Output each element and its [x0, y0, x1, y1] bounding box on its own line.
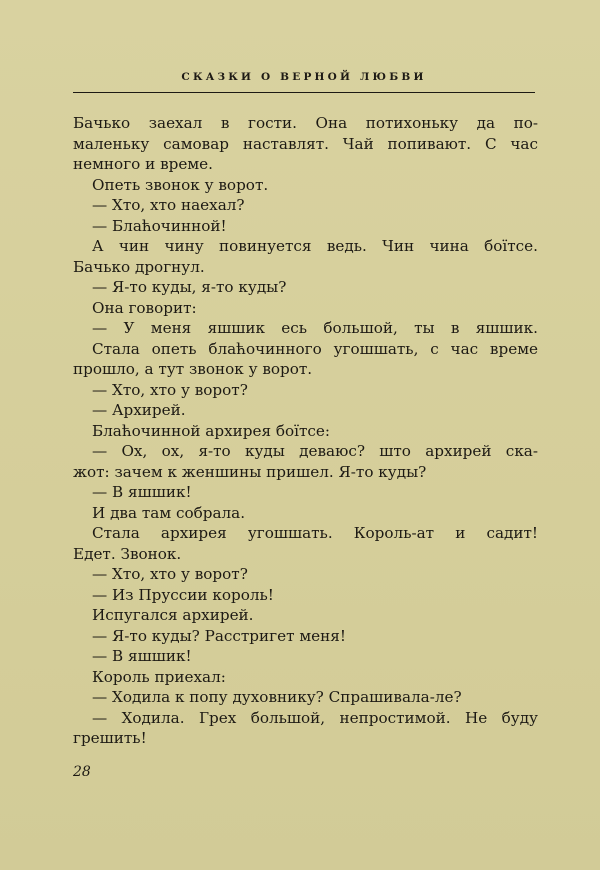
text-line: Король приехал:: [92, 667, 226, 686]
text-line: Бачько заехал в гости. Она потихоньку да по-: [73, 114, 538, 132]
text-line: Стала архирея угошшать. Король-ат и садит!: [92, 524, 538, 542]
text-line: Испугался архирей.: [92, 606, 254, 624]
text-line: жот: зачем к женшины пришел. Я-то куды?: [73, 462, 427, 481]
text-line: — Блаћочинной!: [92, 216, 227, 235]
running-head: СКАЗКИ О ВЕРНОЙ ЛЮБВИ: [181, 71, 427, 83]
text-line: — Хто, хто у ворот?: [92, 565, 248, 583]
story-text: [73, 113, 538, 749]
text-line: грешить!: [73, 729, 147, 747]
text-line: И два там собрала.: [92, 503, 246, 522]
text-line: Едет. Звонок.: [73, 544, 182, 563]
header-rule: [73, 92, 535, 93]
text-line: немного и време.: [73, 155, 213, 173]
text-line: — Хто, хто у ворот?: [92, 380, 248, 399]
text-line: — Архирей.: [92, 401, 186, 419]
text-line: Бачько дрогнул.: [73, 257, 205, 276]
text-line: — Я-то куды? Расстригет меня!: [92, 626, 346, 645]
text-line: — В яшшик!: [92, 647, 192, 665]
text-line: маленьку самовар наставлят. Чай попивают. С час: [73, 134, 538, 153]
text-line: — Ходила. Грех большой, непростимой. Не буду: [92, 708, 538, 727]
text-line: — В яшшик!: [92, 483, 192, 501]
text-line: — Ходила к попу духовнику? Спрашивала-ле?: [92, 688, 462, 706]
text-line: прошло, а тут звонок у ворот.: [73, 360, 313, 378]
text-line: Стала опеть блаћочинного угошшать, с час време: [92, 339, 538, 358]
text-line: — Ох, ох, я-то куды деваюс? што архирей ска-: [92, 442, 538, 460]
text-line: — Я-то куды, я-то куды?: [92, 278, 287, 296]
text-line: Опеть звонок у ворот.: [92, 175, 269, 194]
text-line: А чин чину повинуется ведь. Чин чина боїтсе.: [92, 237, 538, 255]
page-number: 28: [73, 764, 91, 780]
text-line: Блаћочинной архирея боїтсе:: [92, 421, 331, 440]
text-line: — Из Пруссии король!: [92, 585, 274, 604]
text-line: — У меня яшшик есь большой, ты в яшшик.: [92, 319, 538, 337]
text-line: Она говорит:: [92, 298, 197, 317]
text-line: — Хто, хто наехал?: [92, 196, 245, 214]
